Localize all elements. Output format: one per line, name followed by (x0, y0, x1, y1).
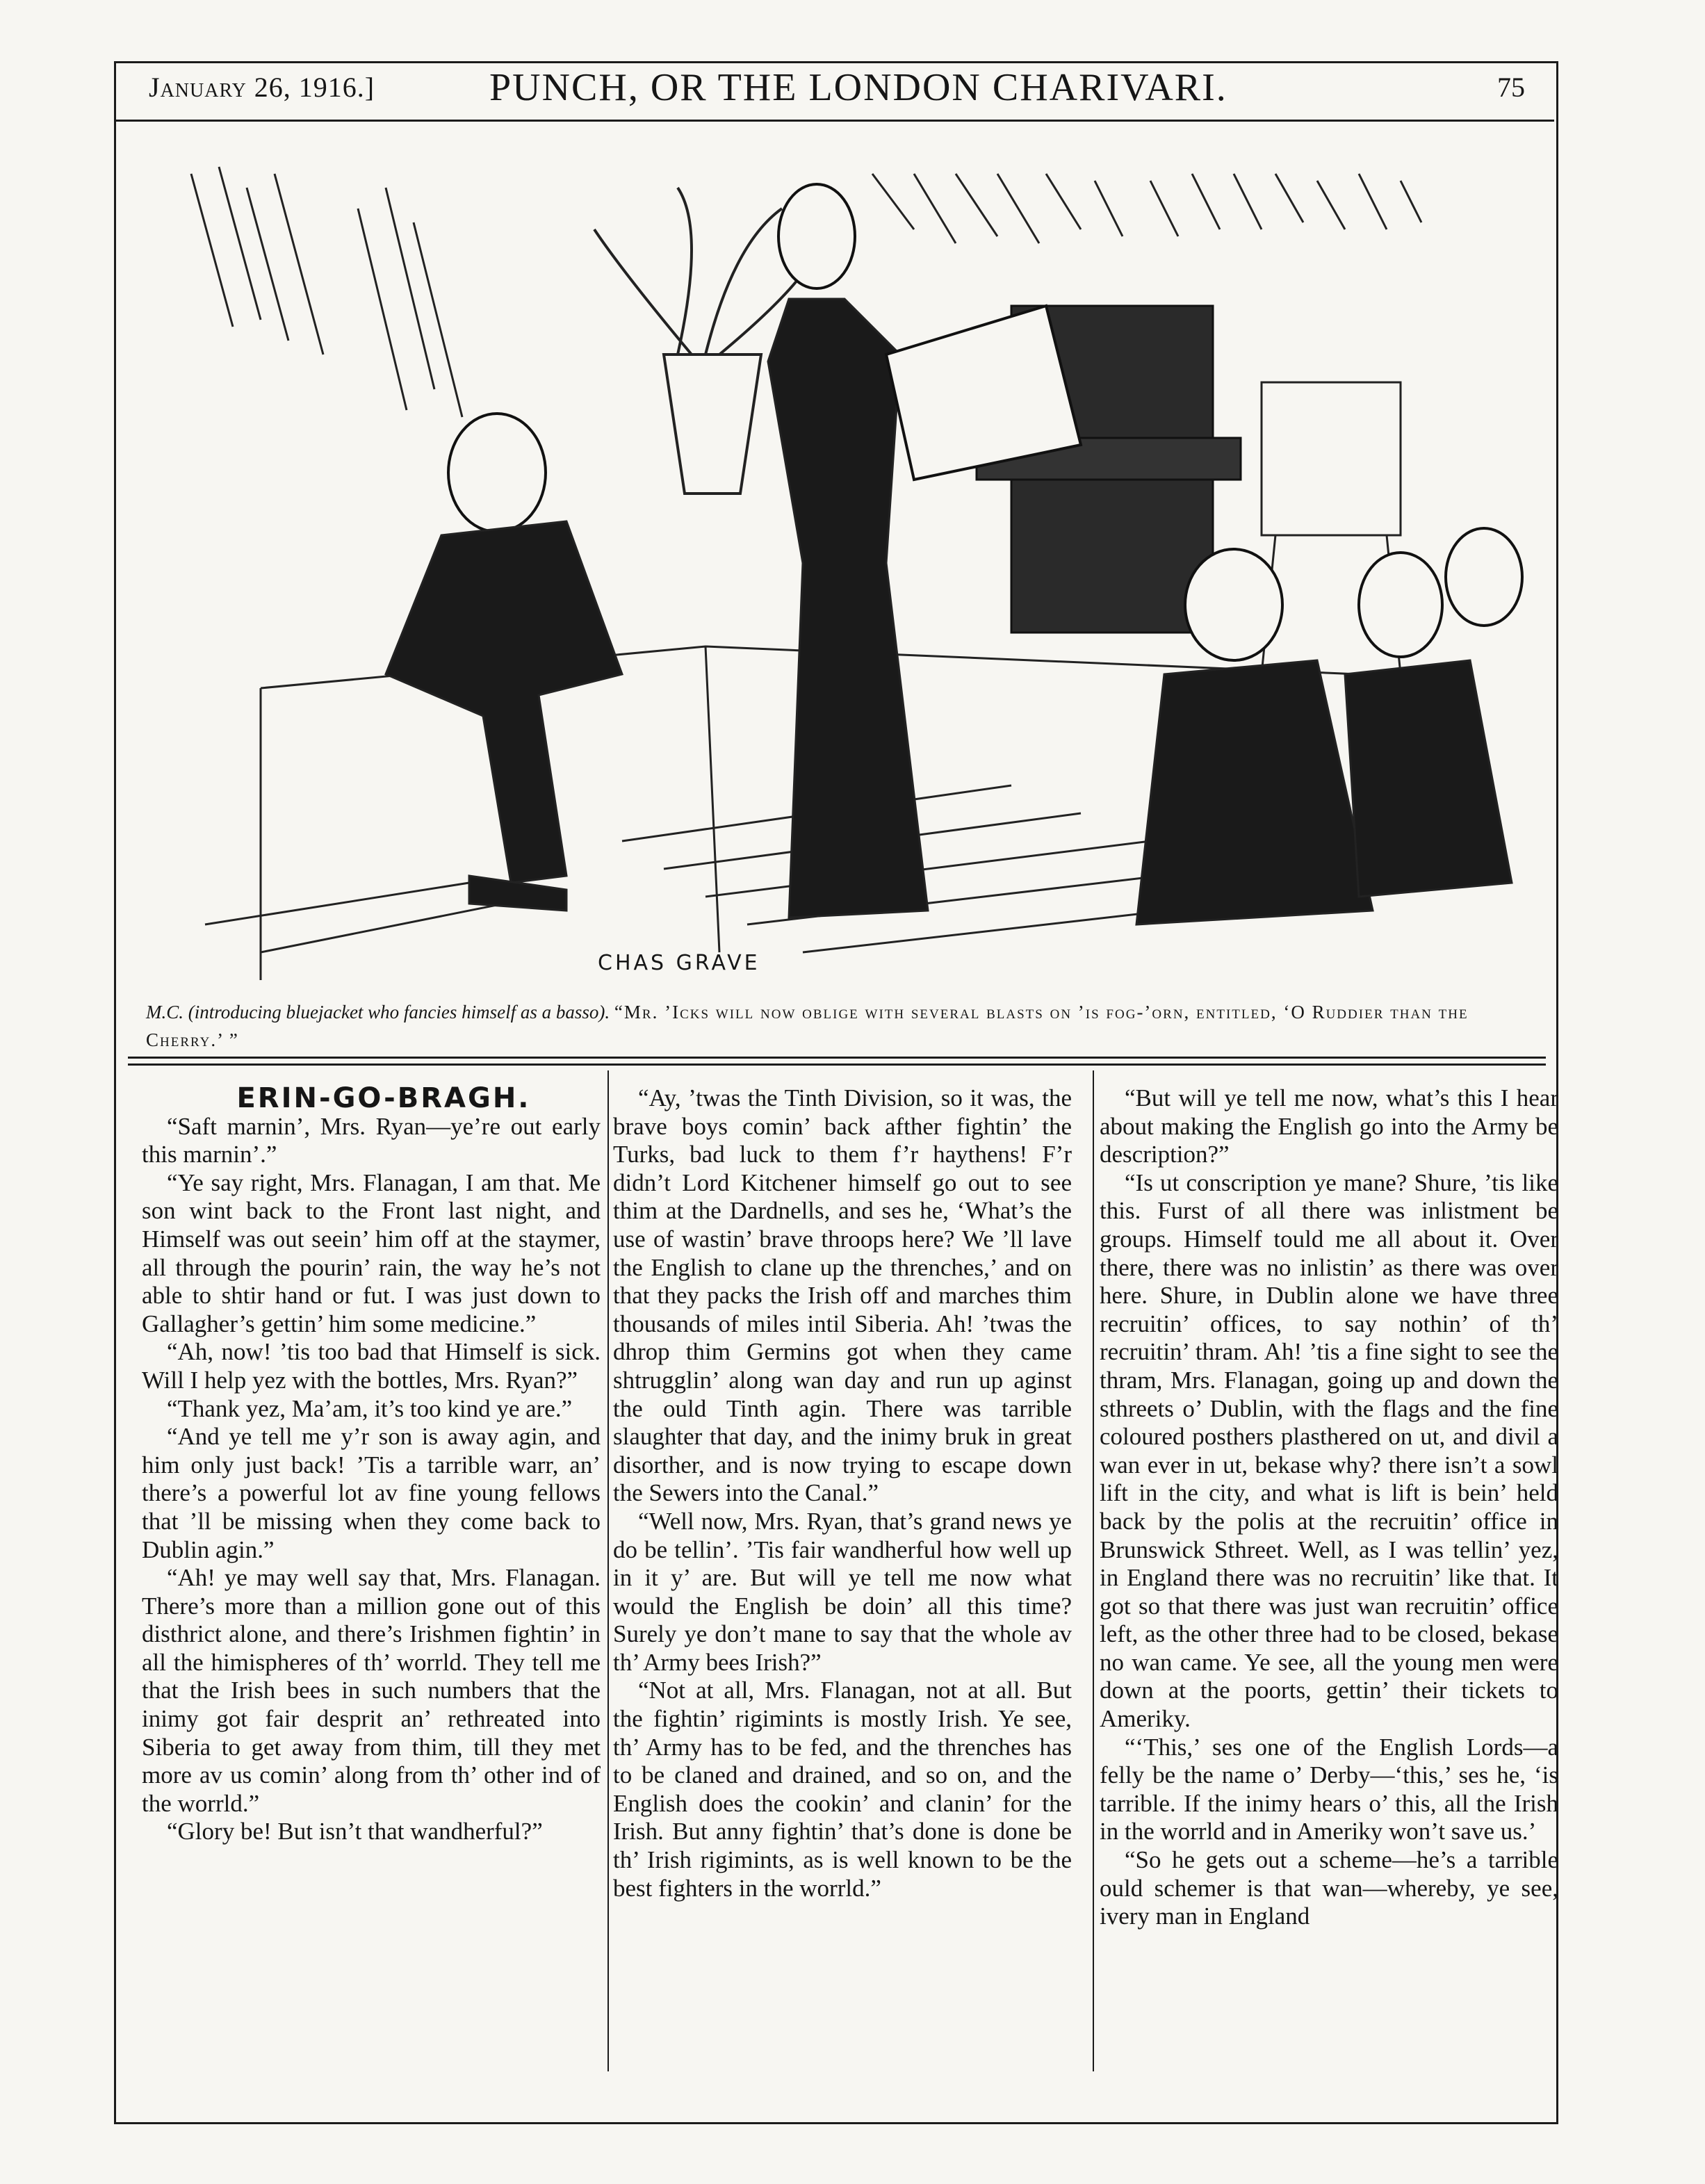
paragraph: “And ye tell me y’r son is away agin, and him only just back! ’Tis a tarrible warr, an’ there’s a powerful lot av fine young fellows that ’ll be missing when they come back to Dublin agin.” (142, 1423, 601, 1563)
paragraph: “Not at all, Mrs. Flanagan, not at all. But the fightin’ rigimints is mostly Irish. Ye see, th’ Army has to be fed, and the threnches has to be claned and drained, and so on, and the English does the cookin’ and clanin’ for the Irish. But anny fightin’ that’s done is done be th’ Irish rigimints, as is well known to be the best fighters in the worrld.” (613, 1677, 1072, 1902)
paragraph: “Is ut conscription ye mane? Shure, ’tis like this. Furst of all there was inlistment be groups. Himself tould me all about it. Over there, there was no inlistin’ as there was over here. Shure, in Dublin alone we have three recruitin’ offices, to say nothin’ of th’ recruitin’ thram. Ah! ’tis a fine sight to see the thram, Mrs. Flanagan, going up and down the sthreets o’ Dublin, with the flags and the fine coloured posthers plasthered on ut, and divil a wan ever in ut, bekase why? there isn’t a sowl lift in the city, and what is lift is bein’ held back by the polis at the recruitin’ office in Brunswick Sthreet. Well, as I was tellin’ yez, in England there was no recruitin’ like that. It got so that there was just wan recruitin’ office left, as the other three had to be closed, bekase no wan came. Ye see, all the young men were down at the poorts, gettin’ their tickets to Ameriky. (1100, 1168, 1558, 1733)
column-rule (607, 1070, 609, 2071)
column-rule (1093, 1070, 1094, 2071)
audience-sailors (1136, 528, 1522, 924)
paragraph: “Thank yez, Ma’am, it’s too kind ye are.” (167, 1394, 573, 1422)
paragraph: “Well now, Mrs. Ryan, that’s grand news ye do be tellin’. ’Tis fair wandherful how well up in it y’ are. But will ye tell me now what would the English be doin’ all this time? Surely ye don’t mane to say that the whole av th’ Army bees Irish?” (613, 1507, 1072, 1676)
page-number: 75 (1497, 72, 1525, 103)
running-header (142, 64, 1553, 122)
article-column-2 (613, 1084, 1072, 2078)
caption-quote: “Mr. ’Icks will now oblige with several blasts on ’is fog-’orn, entitled, ‘O Ruddier than the Cherry.’ ” (146, 1002, 1469, 1050)
cartoon-caption (146, 998, 1550, 1054)
issue-date: January 26, 1916.] (149, 72, 375, 103)
article-column-1 (142, 1084, 601, 2078)
master-of-ceremonies (386, 414, 622, 911)
paragraph: “So he gets out a scheme—he’s a tarrible ould schemer is that wan—whereby, ye see, ivery man in England (1100, 1846, 1558, 1930)
section-rule (128, 1057, 1546, 1059)
cartoon-illustration (177, 146, 1581, 1001)
paragraph: “But will ye tell me now, what’s this I hear about making the English go into the Army be description?” (1100, 1084, 1558, 1168)
paragraph: “Ah, now! ’tis too bad that Himself is sick. Will I help yez with the bottles, Mrs. Ryan?” (142, 1338, 601, 1394)
article-column-3 (1100, 1084, 1558, 2078)
artist-signature: CHAS GRAVE (598, 951, 760, 975)
header-rule (114, 120, 1554, 122)
publication-title: PUNCH, OR THE LONDON CHARIVARI. (489, 66, 1227, 109)
paragraph: “Glory be! But isn’t that wandherful?” (167, 1818, 543, 1845)
paragraph: “‘This,’ ses one of the English Lords—a felly be the name o’ Derby—‘this,’ ses he, ‘is tarrible. If the inimy hears o’ this, all the Irish in the worrld and in Ameriky won’t save us.’ (1100, 1733, 1558, 1845)
floor-hatching (205, 785, 1289, 952)
article-title: ERIN-GO-BRAGH. (236, 1084, 531, 1114)
paragraph: “Saft marnin’, Mrs. Ryan—ye’re out early this marnin’.” (142, 1112, 601, 1168)
caption-lead: M.C. (introducing bluejacket who fancies himself as a basso). (146, 1002, 610, 1022)
paragraph: “Ay, ’twas the Tinth Division, so it was, the brave boys comin’ back afther fightin’ the Turks, bad luck to them f’r haythens! F’r didn’t Lord Kitchener himself go out to see thim at the Dardnells, and ses he, ‘What’s the use of wastin’ brave throops here? We ’ll lave the English to clane up the threnches,’ and on that they packs the Irish off and marches thim thousands of miles intil Siberia. Ah! ’twas the dhrop thim Germins got when they came shtrugglin’ along wan day and run up aginst the ould Tinth agin. There was tarrible slaughter that day, and the inimy bruk in great disorther, and is now trying to escape down the Sewers into the Canal.” (613, 1084, 1072, 1507)
section-rule-double (128, 1064, 1546, 1066)
paragraph: “Ah! ye may well say that, Mrs. Flanagan. There’s more than a million gone out of this disthrict alone, and there’s Irishmen fightin’ in all the himispheres of th’ worrld. They tell me that the Irish bees in such numbers that the inimy got fair desprit an’ rethreated into Siberia to get away from thim, till they met more av us comin’ along from th’ other ind of the worrld.” (142, 1564, 601, 1817)
paragraph: “Ye say right, Mrs. Flanagan, I am that. Me son wint back to the Front last night, and Himself was out seein’ him off at the staymer, all through the pourin’ rain, the way he’s not able to shtir hand or fut. I was just down to Gallagher’s gettin’ him some medicine.” (142, 1168, 601, 1337)
